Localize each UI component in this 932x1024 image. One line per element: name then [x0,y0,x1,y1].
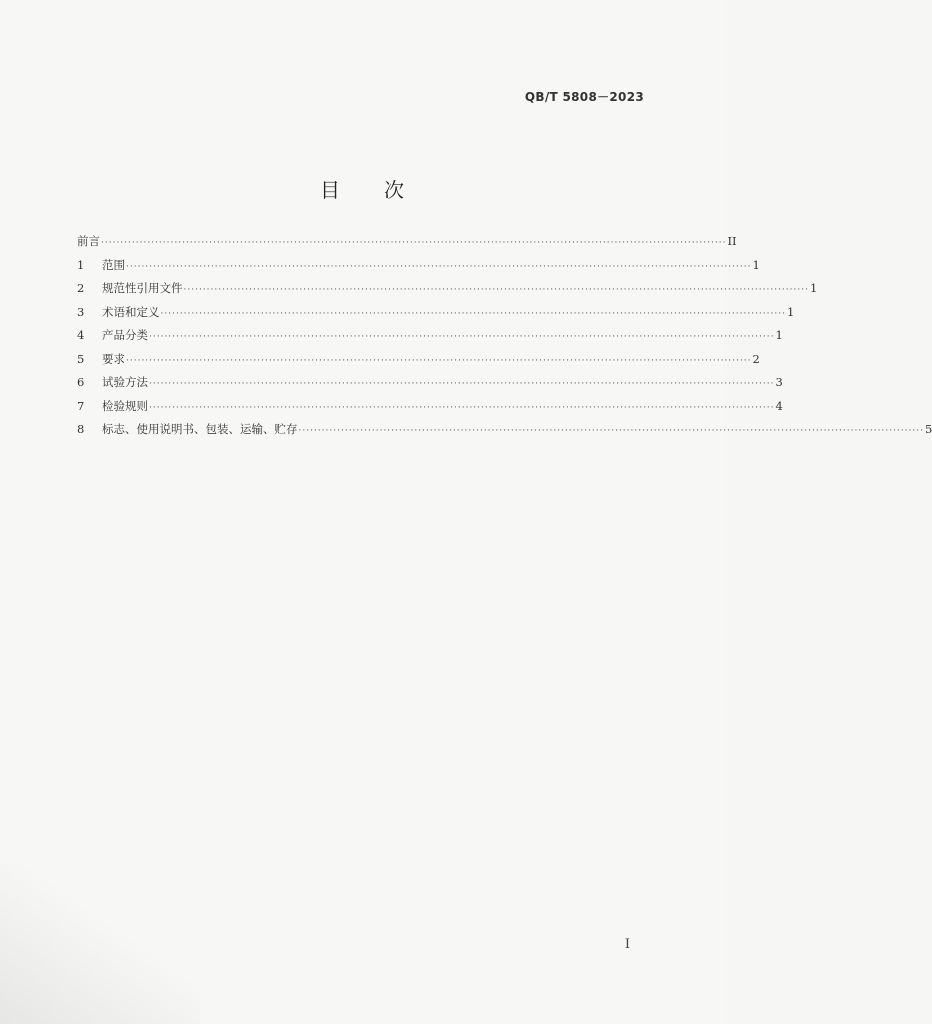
table-of-contents [77,233,932,445]
toc-entry-3[interactable] [77,304,795,328]
toc-entry-4[interactable] [77,327,783,351]
toc-number: 6 [77,375,85,389]
standard-number: QB/T 5808－2023 [524,90,644,104]
toc-label: 检验规则 [102,398,148,413]
toc-leader-dots: ·································································································································································· [160,308,786,319]
toc-label: 产品分类 [102,328,148,342]
toc-number: 3 [77,304,85,319]
toc-number: 2 [77,281,85,295]
toc-leader-dots: ·································································································································································· [149,332,775,342]
toc-entry-foreword[interactable] [77,233,737,257]
toc-label: 规范性引用文件 [102,281,183,295]
toc-page-number: 1 [775,328,783,342]
toc-entry-7[interactable] [77,398,783,422]
toc-number: 5 [77,351,85,366]
toc-leader-dots: ·································································································································································· [149,379,775,389]
toc-leader-dots: ·································································································································································· [149,402,775,413]
toc-number: 4 [77,328,85,342]
title-char-2: 次 [384,178,404,202]
toc-entry-5[interactable] [77,351,760,375]
toc-page-number: 4 [775,398,783,413]
toc-page-number: 3 [775,375,783,389]
toc-entry-2[interactable] [77,280,818,304]
toc-label: 要求 [102,351,125,366]
toc-label: 试验方法 [102,375,148,389]
toc-leader-dots: ·································································································································································· [126,261,752,272]
toc-label: 标志、使用说明书、包装、运输、贮存 [102,422,298,436]
toc-number: 7 [77,398,85,413]
toc-number: 8 [77,422,85,436]
toc-page-number: 5 [924,422,932,436]
toc-page-number: 2 [752,351,760,366]
toc-page-number: 1 [752,257,760,272]
toc-leader-dots: ·································································································································································· [126,355,752,366]
toc-page-number: 1 [786,304,795,319]
toc-entry-8[interactable] [77,421,932,445]
toc-leader-dots: ·································································································································································· [183,285,809,295]
toc-entry-6[interactable] [77,374,783,398]
toc-label: 范围 [102,257,125,272]
toc-entry-1[interactable] [77,257,760,281]
footer-page-number: I [624,937,630,952]
toc-page-number: 1 [809,281,818,295]
title-char-1: 目 [320,178,340,202]
toc-label: 术语和定义 [102,304,160,319]
toc-leader-dots: ·································································································································································· [298,426,924,436]
toc-number: 1 [77,257,85,272]
page-title [0,174,724,203]
toc-page-number: II [727,234,737,248]
toc-label: 前言 [77,234,100,248]
toc-leader-dots: ·································································································································································· [101,238,727,248]
scan-shadow [0,864,200,1024]
